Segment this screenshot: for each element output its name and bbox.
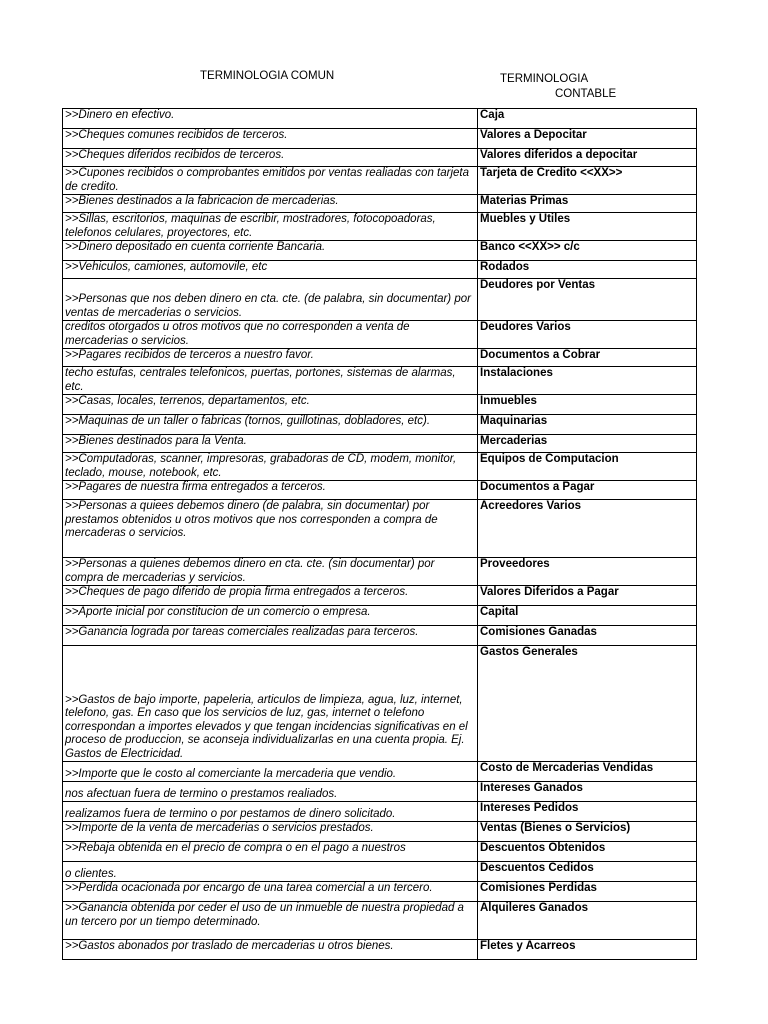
common-term-cell: >>Ganancia lograda por tareas comerciales realizadas para terceros. (63, 626, 478, 646)
table-row (63, 586, 697, 606)
table-row (63, 279, 697, 321)
table-row (63, 349, 697, 367)
accounting-term-cell: Caja (478, 109, 697, 129)
accounting-term-cell: Instalaciones (478, 367, 697, 395)
accounting-term-cell: Costo de Mercaderias Vendidas (478, 762, 697, 782)
accounting-term-cell: Comisiones Perdidas (478, 882, 697, 902)
accounting-term-cell: Deudores Varios (478, 321, 697, 349)
table-row (63, 882, 697, 902)
table-row (63, 395, 697, 415)
common-term-cell: >>Personas a quiees debemos dinero (de palabra, sin documentar) por prestamos obtenidos u otros motivos que nos corresponden a compra de mercaderas o servicios. (63, 500, 478, 558)
common-term-cell: >>Bienes destinados para la Venta. (63, 435, 478, 453)
accounting-term-cell: Inmuebles (478, 395, 697, 415)
header-accounting-line2: CONTABLE (555, 88, 617, 100)
table-row (63, 435, 697, 453)
table-row (63, 415, 697, 435)
table-row (63, 149, 697, 167)
common-term-cell: realizamos fuera de termino o por pestamos de dinero solicitado. (63, 802, 478, 822)
common-term-cell: >>Personas a quienes debemos dinero en cta. cte. (sin documentar) por compra de mercaderias y servicios. (63, 558, 478, 586)
common-term-cell: >>Dinero en efectivo. (63, 109, 478, 129)
accounting-term-cell: Comisiones Ganadas (478, 626, 697, 646)
accounting-term-cell: Capital (478, 606, 697, 626)
common-term-cell: >>Cheques diferidos recibidos de terceros. (63, 149, 478, 167)
header-common-terminology: TERMINOLOGIA COMUN (200, 70, 335, 82)
table-row (63, 842, 697, 862)
table-row (63, 940, 697, 960)
common-term-cell: >>Sillas, escritorios, maquinas de escribir, mostradores, fotocopoadoras, telefonos celulares, proyectores, etc. (63, 213, 478, 241)
common-term-cell: >>Importe de la venta de mercaderias o servicios prestados. (63, 822, 478, 842)
header-accounting-terminology (500, 72, 616, 102)
accounting-term-cell: Descuentos Cedidos (478, 862, 697, 882)
table-row (63, 167, 697, 195)
common-term-cell: >>Bienes destinados a la fabricacion de mercaderias. (63, 195, 478, 213)
terminology-table (62, 108, 697, 960)
common-term-cell: nos afectuan fuera de termino o prestamos realiados. (63, 782, 478, 802)
common-term-cell: >>Gastos abonados por traslado de mercaderias u otros bienes. (63, 940, 478, 960)
accounting-term-cell: Banco <<XX>> c/c (478, 241, 697, 261)
accounting-term-cell: Maquinarias (478, 415, 697, 435)
table-row (63, 241, 697, 261)
common-term-cell: >>Pagares de nuestra firma entregados a terceros. (63, 481, 478, 500)
common-term-cell: >>Pagares recibidos de terceros a nuestro favor. (63, 349, 478, 367)
table-row (63, 646, 697, 762)
accounting-term-cell: Alquileres Ganados (478, 902, 697, 940)
table-row (63, 626, 697, 646)
common-term-cell: >>Personas que nos deben dinero en cta. cte. (de palabra, sin documentar) por ventas de mercaderias o servicios. (63, 279, 478, 321)
accounting-term-cell: Muebles y Utiles (478, 213, 697, 241)
accounting-term-cell: Mercaderias (478, 435, 697, 453)
common-term-cell: >>Cheques de pago diferido de propia firma entregados a terceros. (63, 586, 478, 606)
table-row (63, 109, 697, 129)
common-term-cell: >>Importe que le costo al comerciante la mercaderia que vendio. (63, 762, 478, 782)
common-term-cell: o clientes. (63, 862, 478, 882)
accounting-term-cell: Documentos a Cobrar (478, 349, 697, 367)
accounting-term-cell: Descuentos Obtenidos (478, 842, 697, 862)
common-term-cell: >>Gastos de bajo importe, papeleria, articulos de limpieza, agua, luz, internet, telefono, gas. En caso que los servicios de luz, gas, internet o telefono correspondan a importes elevados y que tengan incidencias significativas en el proceso de produccion, se aconseja individualizarlas en una cuenta propia. Ej. Gastos de Electricidad. (63, 646, 478, 762)
accounting-term-cell: Valores diferidos a depocitar (478, 149, 697, 167)
common-term-cell: >>Maquinas de un taller o fabricas (tornos, guillotinas, dobladores, etc). (63, 415, 478, 435)
common-term-cell: >>Vehiculos, camiones, automovile, etc (63, 261, 478, 279)
table-row (63, 129, 697, 149)
accounting-term-cell: Ventas (Bienes o Servicios) (478, 822, 697, 842)
table-row (63, 261, 697, 279)
table-row (63, 195, 697, 213)
accounting-term-cell: Gastos Generales (478, 646, 697, 762)
accounting-term-cell: Deudores por Ventas (478, 279, 697, 321)
table-row (63, 213, 697, 241)
table-row (63, 558, 697, 586)
common-term-cell: >>Dinero depositado en cuenta corriente Bancaria. (63, 241, 478, 261)
common-term-cell: >>Cupones recibidos o comprobantes emitidos por ventas realiadas con tarjeta de credito. (63, 167, 478, 195)
common-term-cell: >>Computadoras, scanner, impresoras, grabadoras de CD, modem, monitor, teclado, mouse, notebook, etc. (63, 453, 478, 481)
table-row (63, 367, 697, 395)
common-term-cell: >>Rebaja obtenida en el precio de compra o en el pago a nuestros (63, 842, 478, 862)
accounting-term-cell: Fletes y Acarreos (478, 940, 697, 960)
common-term-cell: >>Aporte inicial por constitucion de un comercio o empresa. (63, 606, 478, 626)
accounting-term-cell: Materias Primas (478, 195, 697, 213)
accounting-term-cell: Valores a Depocitar (478, 129, 697, 149)
common-term-cell: >>Cheques comunes recibidos de terceros. (63, 129, 478, 149)
accounting-term-cell: Intereses Ganados (478, 782, 697, 802)
header-accounting-line1: TERMINOLOGIA (500, 73, 589, 85)
accounting-term-cell: Proveedores (478, 558, 697, 586)
table-row (63, 481, 697, 500)
accounting-term-cell: Documentos a Pagar (478, 481, 697, 500)
accounting-term-cell: Rodados (478, 261, 697, 279)
accounting-term-cell: Intereses Pedidos (478, 802, 697, 822)
table-row (63, 902, 697, 940)
table-row (63, 762, 697, 782)
common-term-cell: >>Ganancia obtenida por ceder el uso de un inmueble de nuestra propiedad a un tercero por un tiempo determinado. (63, 902, 478, 940)
table-row (63, 802, 697, 822)
accounting-term-cell: Acreedores Varios (478, 500, 697, 558)
common-term-cell: techo estufas, centrales telefonicos, puertas, portones, sistemas de alarmas, etc. (63, 367, 478, 395)
accounting-term-cell: Equipos de Computacion (478, 453, 697, 481)
accounting-term-cell: Tarjeta de Credito <<XX>> (478, 167, 697, 195)
table-row (63, 500, 697, 558)
table-row (63, 606, 697, 626)
table-row (63, 782, 697, 802)
table-row (63, 822, 697, 842)
accounting-term-cell: Valores Diferidos a Pagar (478, 586, 697, 606)
table-row (63, 862, 697, 882)
common-term-cell: >>Perdida ocacionada por encargo de una tarea comercial a un tercero. (63, 882, 478, 902)
table-row (63, 321, 697, 349)
table-row (63, 453, 697, 481)
common-term-cell: >>Casas, locales, terrenos, departamentos, etc. (63, 395, 478, 415)
common-term-cell: creditos otorgados u otros motivos que no corresponden a venta de mercaderias o servicios. (63, 321, 478, 349)
